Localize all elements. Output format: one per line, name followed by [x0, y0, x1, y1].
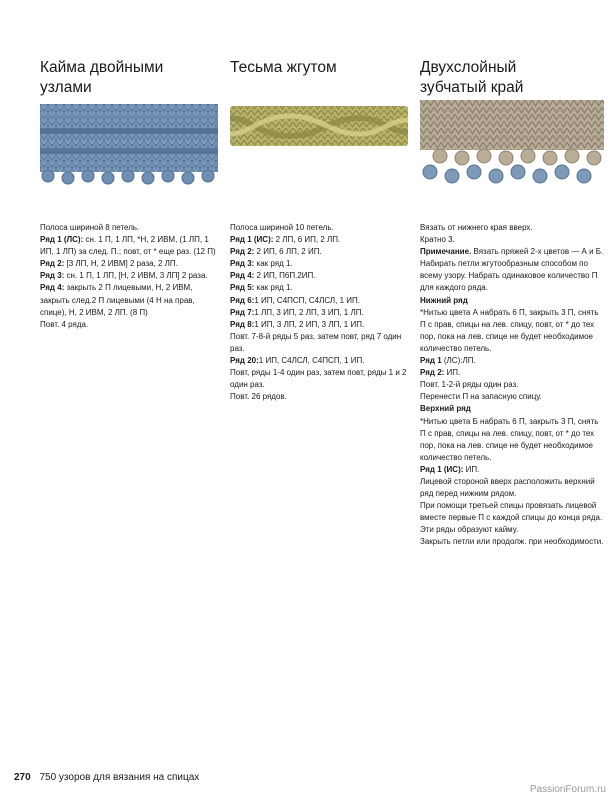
instruction-paragraph: Ряд 4: закрыть 2 П лицевыми, Н, 2 ИВМ, закрыть след.2 П лицевыми (4 Н на прав, спице), Н, 2 ИВМ, 2 ЛП. (8 П): [40, 283, 195, 317]
pattern-instructions: [420, 222, 604, 549]
instruction-paragraph: Кратно 3.: [420, 235, 455, 245]
instruction-paragraph: Ряд 3: сн. 1 П, 1 ЛП, [Н, 2 ИВМ, 3 ЛП] 2 раза.: [40, 271, 208, 281]
instruction-paragraph: Повт. 4 ряда.: [40, 319, 89, 329]
page-footer: [14, 772, 199, 783]
title-line: зубчатый край: [420, 79, 524, 96]
instruction-paragraph: Повт. 1-2-й ряды один раз.: [420, 380, 519, 390]
instruction-paragraph: Ряд 2: ИП.: [420, 368, 461, 378]
instruction-paragraph: Нижний ряд: [420, 295, 468, 305]
instruction-paragraph: Повт. 26 рядов.: [230, 392, 287, 402]
instruction-paragraph: *Нитью цвета Б набрать 6 П, закрыть 3 П, снять П с прав, спицы на лев. спицу, повт, от * до тех пор, пока на лев. спице не будет необходимое количество петель.: [420, 416, 599, 462]
pattern-title: [230, 58, 337, 78]
pattern-instructions: [230, 222, 408, 403]
book-title: 750 узоров для вязания на спицах: [39, 772, 200, 783]
instruction-paragraph: Ряд 3: как ряд 1.: [230, 259, 293, 269]
instruction-paragraph: Ряд 1 (ЛС): сн. 1 П, 1 ЛП, *Н, 2 ИВМ, (1 ЛП, 1 ИП, 1 ЛП) за след. П.; повт, от * еще раз. (12 П): [40, 235, 216, 257]
pattern-photo: [40, 104, 218, 190]
instruction-paragraph: Полоса шириной 10 петель.: [230, 223, 334, 232]
instruction-paragraph: Ряд 8:1 ИП, 3 ЛП, 2 ИП, 3 ЛП, 1 ИП.: [230, 319, 365, 329]
instruction-paragraph: Закрыть петли или продолж. при необходимости.: [420, 537, 604, 547]
instruction-paragraph: Ряд 6:1 ИП, С4ПСП, С4ЛСЛ, 1 ИП.: [230, 295, 360, 305]
instruction-paragraph: Повт. 7-8-й ряды 5 раз, затем повт, ряд 7 один раз.: [230, 331, 402, 353]
pattern-photo: [230, 104, 408, 150]
pattern-instructions: [40, 222, 218, 331]
instruction-paragraph: Ряд 2: 2 ИП, 6 ЛП, 2 ИП.: [230, 247, 322, 257]
instruction-paragraph: Ряд 4: 2 ИП, П6П.2ИП.: [230, 271, 316, 281]
pattern-title: [420, 58, 523, 98]
page-number: 270: [14, 772, 31, 783]
instruction-paragraph: Ряд 2: [3 ЛП, Н, 2 ИВМ] 2 раза, 2 ЛП.: [40, 259, 178, 269]
title-line: узлами: [40, 79, 92, 96]
instruction-paragraph: Ряд 7:1 ЛП, 3 ИП, 2 ЛП, 3 ИП, 1 ЛП.: [230, 307, 364, 317]
pattern-title: [40, 58, 163, 98]
title-line: Кайма двойными: [40, 59, 164, 76]
instruction-paragraph: Примечание. Вязать пряжей 2-х цветов — А и Б. Набирать петли жгутообразным способом по всему узору. Набрать одинаковое количество П для каждого ряда.: [420, 247, 604, 293]
instruction-paragraph: Ряд 20:1 ИП, С4ЛСЛ, С4ПСП, 1 ИП.: [230, 356, 365, 366]
instruction-paragraph: Вязать от нижнего края вверх.: [420, 223, 533, 232]
pattern-photo: [420, 100, 604, 200]
instruction-paragraph: При помощи третьей спицы провязать лицевой вместе первые П с каждой спицы до конца ряда.: [420, 501, 603, 523]
title-line: Двухслойный: [420, 59, 517, 76]
watermark: PassionForum.ru: [529, 784, 606, 795]
instruction-paragraph: Ряд 1 (ИС): 2 ЛП, 6 ИП, 2 ЛП.: [230, 235, 341, 245]
instruction-paragraph: Ряд 1 (ИС): ИП.: [420, 464, 480, 474]
instruction-paragraph: Ряд 5: как ряд 1.: [230, 283, 293, 293]
instruction-paragraph: Ряд 1 (ЛС):ЛП.: [420, 356, 476, 366]
instruction-paragraph: *Нитью цвета А набрать 6 П, закрыть 3 П, снять П с прав, спицы на лев. спицу, повт, от * до тех пор, пока на лев. спице не будет необходимое количество петель.: [420, 307, 599, 353]
instruction-paragraph: Полоса шириной 8 петель.: [40, 223, 140, 232]
instruction-paragraph: Верхний ряд: [420, 404, 471, 414]
instruction-paragraph: Повт, ряды 1-4 один раз, затем повт, ряды 1 и 2 один раз.: [230, 368, 407, 390]
title-line: Тесьма жгутом: [230, 59, 337, 76]
instruction-paragraph: Перенести П на запасную спицу.: [420, 392, 542, 402]
instruction-paragraph: Эти ряды образуют кайму.: [420, 525, 519, 535]
instruction-paragraph: Лицевой стороной вверх расположить верхний ряд перед нижним рядом.: [420, 476, 595, 499]
